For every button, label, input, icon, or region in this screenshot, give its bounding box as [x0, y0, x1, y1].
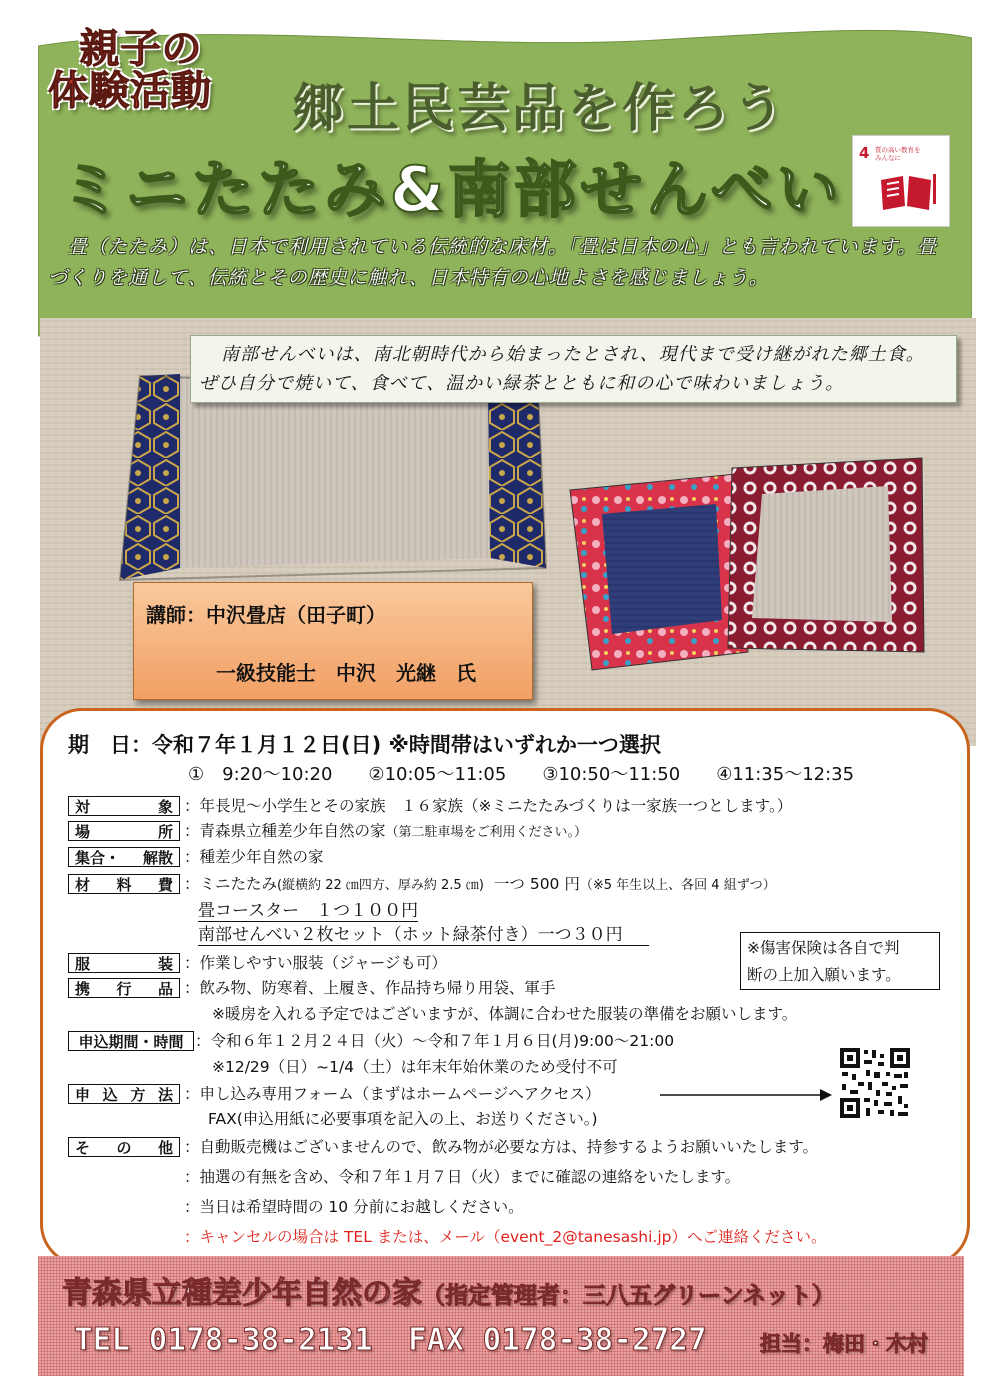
qr-code-icon[interactable]: [838, 1046, 912, 1120]
holiday-note: ※12/29（日）~1/4（土）は年末年始休業のため受付不可: [212, 1058, 618, 1076]
footer-organization: 青森県立種差少年自然の家（指定管理者：三八五グリーンネット）: [62, 1276, 835, 1311]
sdg-goal-4-badge: [852, 135, 950, 227]
label-apply-method: 申 込 方 法: [68, 1084, 180, 1104]
grey-coaster: [728, 458, 924, 652]
apply-period-value: ：令和６年１２月２４日（火）～令和７年１月６日(月)9:00～21:00: [195, 1032, 675, 1050]
arrow-right-icon: [660, 1086, 835, 1104]
footer-contact: [38, 1256, 964, 1376]
label-target: 対 象: [68, 796, 180, 816]
label-place: 場 所: [68, 821, 180, 841]
clothes-value: ：作業しやすい服装（ジャージも可）: [184, 954, 447, 972]
lecturer-line-1: 講師：中沢畳店（田子町）: [146, 603, 386, 627]
time-slots: ① 9:20～10:20 ②10:05～11:05 ③10:50～11:50 ④11:35～12:35: [188, 764, 855, 785]
heating-note: ※暖房を入れる予定ではございますが、体調に合わせた服装の準備をお願いします。: [212, 1005, 798, 1023]
other-arrival: ：当日は希望時間の 10 分前にお越しください。: [184, 1198, 524, 1216]
event-date: 期 日：令和７年１月１２日(日) ※時間帯はいずれか一つ選択: [68, 733, 661, 757]
label-meeting: 集合・ 解散: [68, 847, 180, 867]
fee-value: ：ミニたたみ(縦横約 22 ㎝四方、厚み約 2.5 ㎝) 一つ 500 円（※5 年生以上、各回 4 組ずつ）: [184, 875, 776, 893]
label-other: そ の 他: [68, 1137, 180, 1157]
target-value: ：年長児～小学生とその家族 １６家族（※ミニたたみづくりは一家族一つとします。）: [184, 797, 793, 815]
sdg-number: 4: [859, 144, 870, 162]
blue-coaster: [570, 474, 748, 670]
meeting-value: ：種差少年自然の家: [184, 848, 324, 866]
fee-coaster: 畳コースター １つ１００円: [198, 901, 419, 921]
label-apply-period: 申込期間・時間: [68, 1031, 194, 1051]
page-title: ミニたたみ&南部せんべい: [60, 153, 843, 226]
sdg-text: 質の高い教育を みんなに: [875, 146, 921, 162]
intro-line-1: 畳（たたみ）は、日本で利用されている伝統的な床材。「畳は日本の心」とも言われています。畳: [68, 236, 937, 258]
senbei-line-2: ぜひ自分で焼いて、食べて、温かい緑茶とともに和の心で味わいましょう。: [199, 373, 845, 394]
label-clothes: 服 装: [68, 953, 180, 973]
other-vending: ：自動販売機はございませんので、飲み物が必要な方は、持参するようお願いいたします。: [184, 1138, 818, 1156]
insurance-note: ※傷害保険は各自で判 断の上加入願います。: [740, 932, 940, 990]
senbei-intro: [190, 335, 957, 403]
tatami-intro: [48, 232, 958, 308]
place-value: ：青森県立種差少年自然の家（第二駐車場をご利用ください。）: [184, 822, 588, 840]
fee-senbei: 南部せんべい２枚セット（ホット緑茶付き）一つ３０円: [198, 925, 649, 946]
subtitle: 郷土民芸品を作ろう: [292, 79, 788, 139]
senbei-line-1: 南部せんべいは、南北朝時代から始まったとされ、現代まで受け継がれた郷土食。: [221, 344, 925, 365]
label-belongings: 携 行 品: [68, 978, 180, 998]
label-fee: 材 料 費: [68, 874, 180, 894]
apply-method-value: ：申し込み専用フォーム（まずはホームページへアクセス）: [184, 1085, 601, 1103]
cancel-note: ：キャンセルの場合は TEL または、メール（event_2@tanesashi.jp）へご連絡ください。: [184, 1228, 827, 1246]
sdg-book-icon: [877, 172, 937, 212]
lecturer-box: [133, 582, 533, 700]
footer-fax: FAX 0178-38-2727: [408, 1322, 707, 1358]
fax-note: FAX(申込用紙に必要事項を記入の上、お送りください。): [208, 1110, 598, 1128]
belongings-value: ：飲み物、防寒着、上履き、作品持ち帰り用袋、軍手: [184, 979, 556, 997]
other-lottery: ：抽選の有無を含め、令和７年１月７日（火）までに確認の連絡をいたします。: [184, 1168, 741, 1186]
badge-line-1: 親子の: [79, 26, 203, 72]
experience-badge: [48, 26, 212, 114]
intro-line-2: づくりを通して、伝統とその歴史に触れ、日本特有の心地よさを感じましょう。: [48, 267, 769, 289]
lecturer-line-2: 一級技能士 中沢 光継 氏: [216, 661, 476, 685]
footer-tel: TEL 0178-38-2131: [74, 1322, 373, 1358]
badge-line-2: 体験活動: [48, 68, 212, 114]
large-tatami: [120, 374, 546, 580]
footer-staff: 担当：梅田・木村: [760, 1332, 928, 1356]
